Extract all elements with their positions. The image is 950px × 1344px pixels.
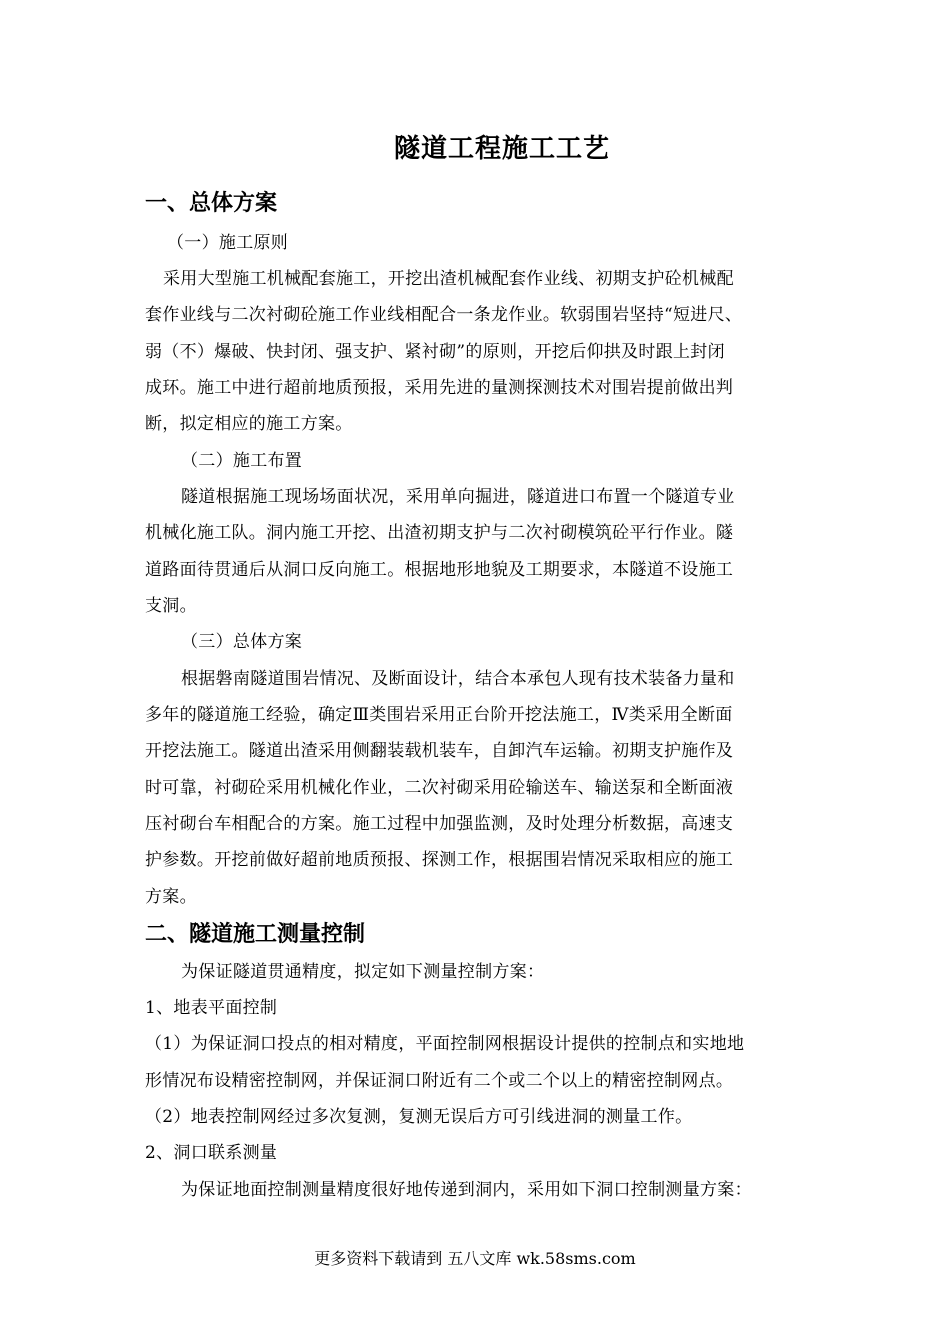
paragraph-line: 护参数。开挖前做好超前地质预报、探测工作，根据围岩情况采取相应的施工 <box>145 850 734 870</box>
paragraph-line: （2）地表控制网经过多次复测，复测无误后方可引线进洞的测量工作。 <box>145 1107 693 1127</box>
paragraph-line: 成环。施工中进行超前地质预报，采用先进的量测探测技术对围岩提前做出判 <box>145 378 734 398</box>
paragraph-line: （1）为保证洞口投点的相对精度，平面控制网根据设计提供的控制点和实地地 <box>145 1034 745 1054</box>
paragraph-line: 形情况布设精密控制网，并保证洞口附近有二个或二个以上的精密控制网点。 <box>145 1071 734 1091</box>
list-heading-surface-control: 1、地表平面控制 <box>145 998 278 1018</box>
paragraph-line: 弱（不）爆破、快封闭、强支护、紧衬砌”的原则，开挖后仰拱及时跟上封闭 <box>145 342 725 362</box>
paragraph-line: 为保证隧道贯通精度，拟定如下测量控制方案： <box>181 962 545 982</box>
paragraph-line: 时可靠，衬砌砼采用机械化作业，二次衬砌采用砼输送车、输送泵和全断面液 <box>145 778 734 798</box>
paragraph-line: 套作业线与二次衬砌砼施工作业线相配合一条龙作业。软弱围岩坚持“短进尺、 <box>145 305 743 325</box>
paragraph-line: 多年的隧道施工经验，确定Ⅲ类围岩采用正台阶开挖法施工，Ⅳ类采用全断面 <box>145 705 733 725</box>
paragraph-line: 开挖法施工。隧道出渣采用侧翻装载机装车，自卸汽车运输。初期支护施作及 <box>145 741 734 761</box>
paragraph-line: 支洞。 <box>145 596 197 616</box>
section-heading-overall-plan: 一、总体方案 <box>145 190 278 216</box>
paragraph-line: 方案。 <box>145 887 197 907</box>
paragraph-line: 道路面待贯通后从洞口反向施工。根据地形地貌及工期要求，本隧道不设施工 <box>145 560 734 580</box>
paragraph-line: 采用大型施工机械配套施工，开挖出渣机械配套作业线、初期支护砼机械配 <box>163 269 734 289</box>
subsection-heading-construction-principles: （一）施工原则 <box>167 233 289 253</box>
subsection-heading-construction-layout: （二）施工布置 <box>181 451 303 471</box>
section-heading-survey-control: 二、隧道施工测量控制 <box>145 921 366 947</box>
paragraph-line: 隧道根据施工现场场面状况，采用单向掘进，隧道进口布置一个隧道专业 <box>181 487 735 507</box>
paragraph-line: 断，拟定相应的施工方案。 <box>145 414 353 434</box>
footer-download-note: 更多资料下载请到 五八文库 wk.58sms.com <box>314 1249 636 1268</box>
paragraph-line: 机械化施工队。洞内施工开挖、出渣初期支护与二次衬砌模筑砼平行作业。隧 <box>145 523 734 543</box>
paragraph-line: 为保证地面控制测量精度很好地传递到洞内，采用如下洞口控制测量方案： <box>181 1180 752 1200</box>
list-heading-portal-survey: 2、洞口联系测量 <box>145 1143 278 1163</box>
paragraph-line: 压衬砌台车相配合的方案。施工过程中加强监测，及时处理分析数据，高速支 <box>145 814 734 834</box>
subsection-heading-overall-scheme: （三）总体方案 <box>181 632 303 652</box>
paragraph-line: 根据磐南隧道围岩情况、及断面设计，结合本承包人现有技术装备力量和 <box>181 669 735 689</box>
document-title: 隧道工程施工工艺 <box>393 134 610 164</box>
